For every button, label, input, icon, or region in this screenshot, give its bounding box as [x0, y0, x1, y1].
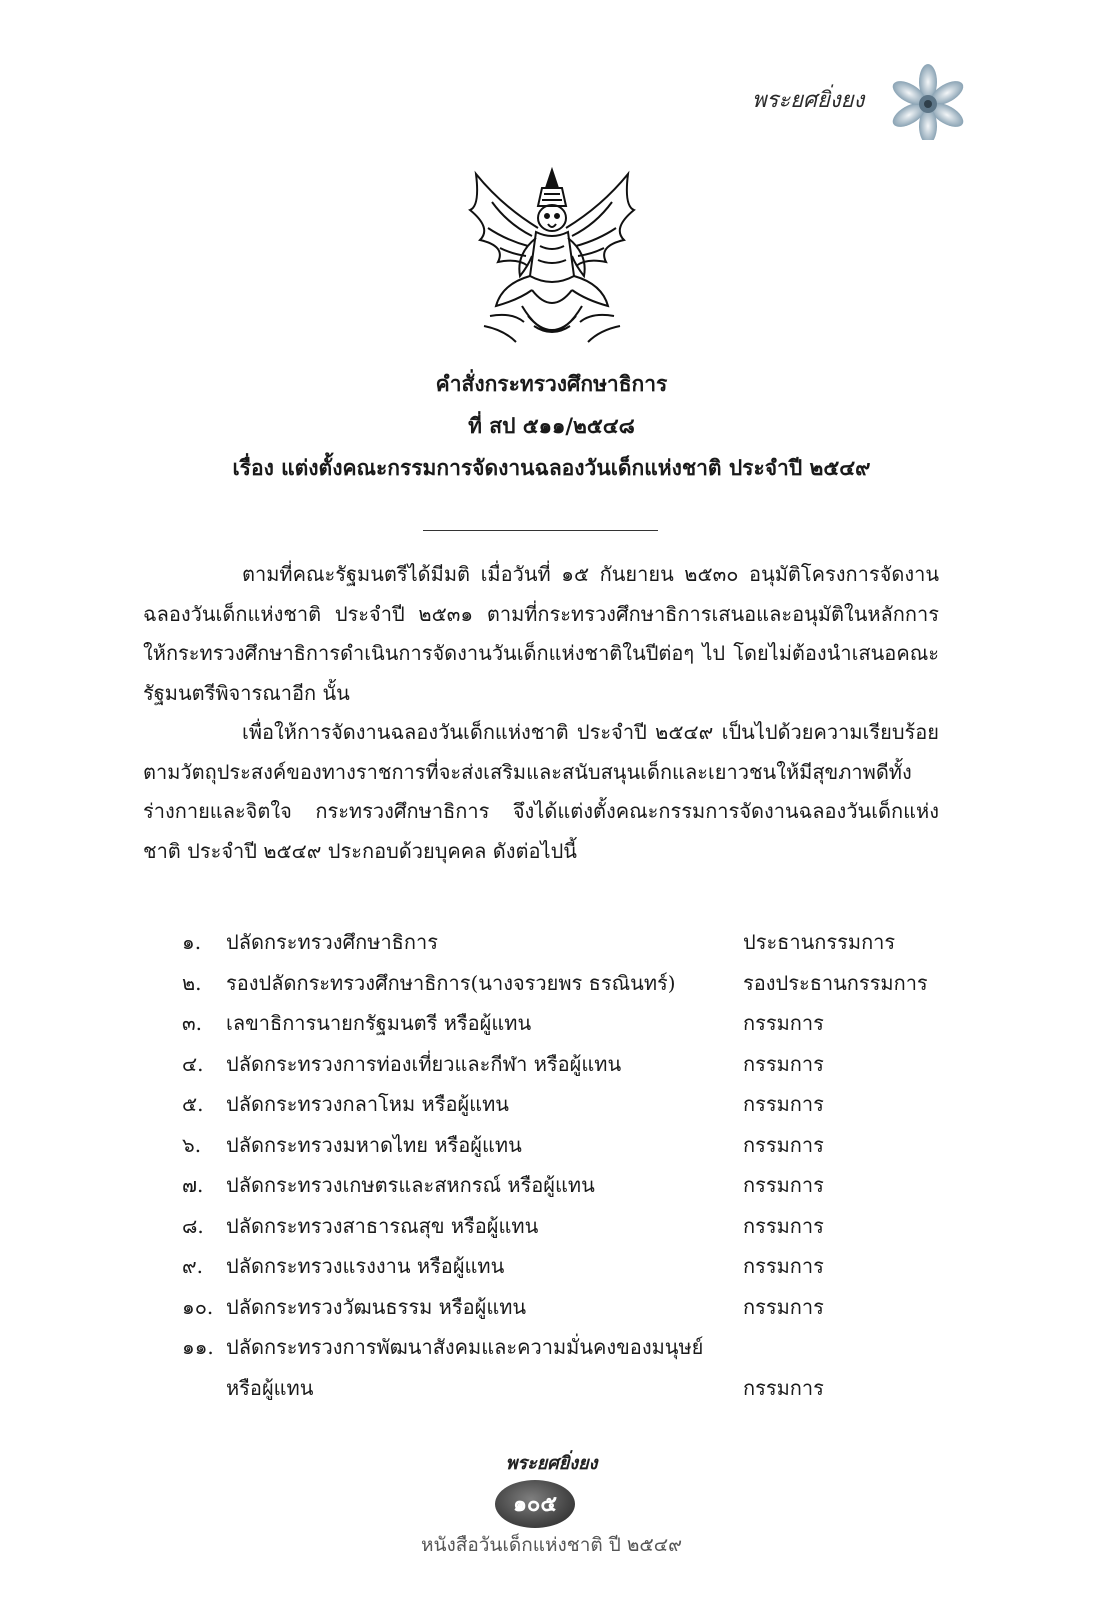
- item-number: ๘.: [182, 1213, 204, 1238]
- member-name: ปลัดกระทรวงการพัฒนาสังคมและความมั่นคงของมนุษย์: [226, 1335, 704, 1359]
- member-name: ปลัดกระทรวงสาธารณสุข หรือผู้แทน: [226, 1213, 539, 1238]
- committee-list: [182, 922, 962, 1408]
- item-number: ๒.: [182, 970, 202, 995]
- title-divider: [423, 530, 658, 531]
- item-number: ๗.: [182, 1173, 204, 1197]
- paragraph-2: [143, 713, 939, 871]
- logo-text: พระยศยิ่งยง: [752, 88, 865, 113]
- member-role: กรรมการ: [743, 1213, 824, 1238]
- member-name: ปลัดกระทรวงมหาดไทย หรือผู้แทน: [226, 1132, 522, 1157]
- list-item: [182, 1327, 962, 1368]
- list-item: [182, 1084, 962, 1125]
- member-role: รองประธานกรรมการ: [743, 970, 928, 995]
- member-name: ปลัดกระทรวงแรงงาน หรือผู้แทน: [226, 1254, 505, 1278]
- member-name: ปลัดกระทรวงกลาโหม หรือผู้แทน: [226, 1092, 509, 1116]
- member-role: กรรมการ: [743, 1092, 824, 1116]
- list-item: [182, 1246, 962, 1287]
- order-subject: เรื่อง แต่งตั้งคณะกรรมการจัดงานฉลองวันเด็กแห่งชาติ ประจำปี ๒๕๔๙: [232, 455, 871, 480]
- item-number: ๙.: [182, 1254, 204, 1278]
- member-name: หรือผู้แทน: [226, 1375, 314, 1400]
- paragraph-1: [143, 555, 939, 713]
- member-role: กรรมการ: [743, 1294, 824, 1319]
- footer-title: พระยศยิ่งยง: [505, 1453, 598, 1474]
- list-item: [182, 1287, 962, 1328]
- order-title: คำสั่งกระทรวงศึกษาธิการ: [435, 371, 668, 396]
- list-item: [182, 963, 962, 1004]
- member-name: ปลัดกระทรวงวัฒนธรรม หรือผู้แทน: [226, 1294, 527, 1319]
- page-number-badge: ๑๐๕: [495, 1480, 575, 1528]
- list-item: [182, 1165, 962, 1206]
- garuda-emblem-icon: [462, 166, 642, 356]
- list-item: [182, 922, 962, 963]
- item-number: ๑๐.: [182, 1294, 214, 1319]
- order-number: ที่ สป ๕๑๑/๒๕๔๘: [468, 413, 635, 438]
- member-name: รองปลัดกระทรวงศึกษาธิการ(นางจรวยพร ธรณินทร์): [226, 970, 676, 995]
- paragraph-1-text: ตามที่คณะรัฐมนตรีได้มีมติ เมื่อวันที่ ๑๕ กันยายน ๒๕๓๐ อนุมัติโครงการจัดงานฉลองวันเด็กแห่งชาติ ประจำปี ๒๕๓๑ ตามที่กระทรวงศึกษาธิการเสนอและอนุมัติในหลักการให้กระทรวงศึกษาธิการดำเนินการจัดงานวันเด็กแห่งชาติในปีต่อๆ ไป โดยไม่ต้องนำเสนอคณะรัฐมนตรีพิจารณาอีก นั้น: [143, 562, 939, 705]
- flower-icon: [880, 62, 970, 140]
- list-item: [182, 1044, 962, 1085]
- list-item: [182, 1368, 962, 1409]
- item-number: ๑๑.: [182, 1335, 214, 1359]
- item-number: ๔.: [182, 1051, 204, 1076]
- member-role: กรรมการ: [743, 1375, 824, 1400]
- item-number: ๑.: [182, 930, 202, 954]
- list-item: [182, 1003, 962, 1044]
- member-name: ปลัดกระทรวงการท่องเที่ยวและกีฬา หรือผู้แทน: [226, 1051, 622, 1076]
- member-role: กรรมการ: [743, 1254, 824, 1278]
- member-name: เลขาธิการนายกรัฐมนตรี หรือผู้แทน: [226, 1011, 532, 1035]
- item-number: ๖.: [182, 1132, 202, 1157]
- member-role: กรรมการ: [743, 1132, 824, 1157]
- member-role: กรรมการ: [743, 1173, 824, 1197]
- footer-subtitle: หนังสือวันเด็กแห่งชาติ ปี ๒๕๔๙: [420, 1534, 683, 1556]
- member-role: กรรมการ: [743, 1011, 824, 1035]
- member-role: กรรมการ: [743, 1051, 824, 1076]
- member-name: ปลัดกระทรวงศึกษาธิการ: [226, 930, 438, 954]
- list-item: [182, 1125, 962, 1166]
- member-role: ประธานกรรมการ: [743, 930, 896, 954]
- item-number: ๓.: [182, 1011, 203, 1035]
- item-number: ๕.: [182, 1092, 204, 1116]
- paragraph-2-text: เพื่อให้การจัดงานฉลองวันเด็กแห่งชาติ ประจำปี ๒๕๔๙ เป็นไปด้วยความเรียบร้อยตามวัตถุประสงค์ของทางราชการที่จะส่งเสริมและสนับสนุนเด็กและเยาวชนให้มีสุขภาพดีทั้งร่างกายและจิตใจ กระทรวงศึกษาธิการ จึงได้แต่งตั้งคณะกรรมการจัดงานฉลองวันเด็กแห่งชาติ ประจำปี ๒๕๔๙ ประกอบด้วยบุคคล ดังต่อไปนี้: [143, 720, 939, 863]
- member-name: ปลัดกระทรวงเกษตรและสหกรณ์ หรือผู้แทน: [226, 1173, 595, 1197]
- list-item: [182, 1206, 962, 1247]
- header-logo: [730, 62, 970, 140]
